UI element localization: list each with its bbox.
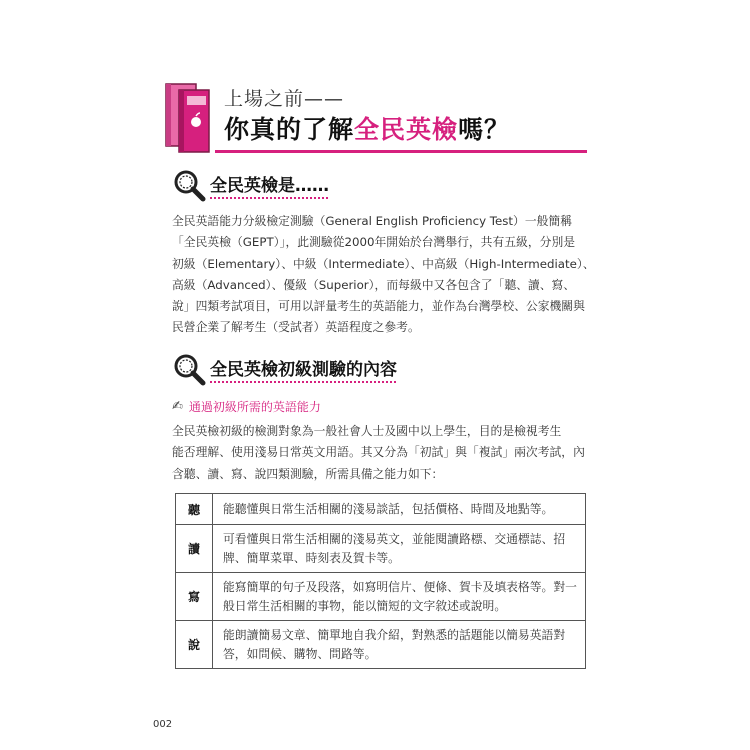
paragraph-line: 「全民英檢（GEPT）」，此測驗從2000年開始於台灣舉行，共有五級，分別是 [172, 235, 576, 250]
description-line: 般日常生活相關的事物，能以簡短的文字敘述或說明。 [223, 598, 507, 613]
pencil-icon: ✍ [172, 399, 183, 414]
paragraph-line: 初級（Elementary）、中級（Intermediate）、中高級（High-Intermediate）、 [172, 256, 595, 271]
paragraph-line: 高級（Advanced）、優級（Superior），而每級中又各包含了「聽、讀、寫、 [172, 277, 576, 292]
description-line: 能聽懂與日常生活相關的淺易談話，包括價格、時間及地點等。 [223, 501, 554, 516]
level-paragraph [172, 421, 587, 485]
skill-cell: 寫 [176, 573, 213, 621]
paragraph-line: 說」四類考試項目，可用以評量考生的英語能力，並作為台灣學校、公家機關與 [172, 299, 585, 314]
section-heading [172, 168, 329, 202]
description-line: 能朗讀簡易文章、簡單地自我介紹，對熟悉的話題能以簡易英語對 [223, 628, 566, 642]
table-row [176, 494, 586, 525]
description-cell [213, 494, 586, 525]
description-line: 可看懂與日常生活相關的淺易英文，並能閱讀路標、交通標誌、招 [223, 532, 566, 546]
title-part: 嗎？ [458, 115, 511, 144]
title-highlight: 全民英檢 [354, 115, 459, 144]
magnifier-icon [172, 352, 206, 386]
paragraph-line: 全民英檢初級的檢測對象為一般社會人士及國中以上學生，目的是檢視考生 [172, 424, 562, 438]
skill-cell: 聽 [176, 494, 213, 525]
section-heading-text: 全民英檢是…… [210, 171, 329, 199]
section-heading [172, 352, 397, 386]
description-line: 能寫簡單的句子及段落，如寫明信片、便條、賀卡及填表格等。對一 [223, 580, 577, 594]
title-part: 你真的了解 [224, 115, 355, 144]
paragraph-line: 含聽、讀、寫、說四類測驗，所需具備之能力如下： [172, 466, 444, 481]
table-row [176, 525, 586, 573]
page-subtitle: 上場之前—— [224, 88, 345, 110]
description-cell [213, 621, 586, 669]
books-icon [163, 80, 215, 154]
skills-table [175, 493, 586, 669]
paragraph-line: 能否理解、使用淺易日常英文用語。其又分為「初試」與「複試」兩次考試，內 [172, 445, 585, 460]
skill-cell: 說 [176, 621, 213, 669]
table-row [176, 621, 586, 669]
intro-paragraph [172, 211, 595, 339]
header-rule [215, 150, 587, 153]
paragraph-line: 民營企業了解考生（受試者）英語程度之參考。 [172, 320, 420, 335]
table-row [176, 573, 586, 621]
skill-cell: 讀 [176, 525, 213, 573]
description-cell [213, 573, 586, 621]
magnifier-icon [172, 168, 206, 202]
page-title [224, 110, 510, 146]
sub-heading [172, 398, 321, 415]
paragraph-line: 全民英語能力分級檢定測驗（General English Proficiency Test）一般簡稱 [172, 214, 573, 228]
section-heading-text: 全民英檢初級測驗的內容 [210, 355, 397, 383]
sub-heading-text: 通過初級所需的英語能力 [188, 400, 321, 414]
page-number: 002 [153, 719, 173, 730]
description-line: 牌、簡單菜單、時刻表及賀卡等。 [223, 550, 400, 565]
description-cell [213, 525, 586, 573]
description-line: 答，如問候、購物、問路等。 [223, 646, 377, 661]
